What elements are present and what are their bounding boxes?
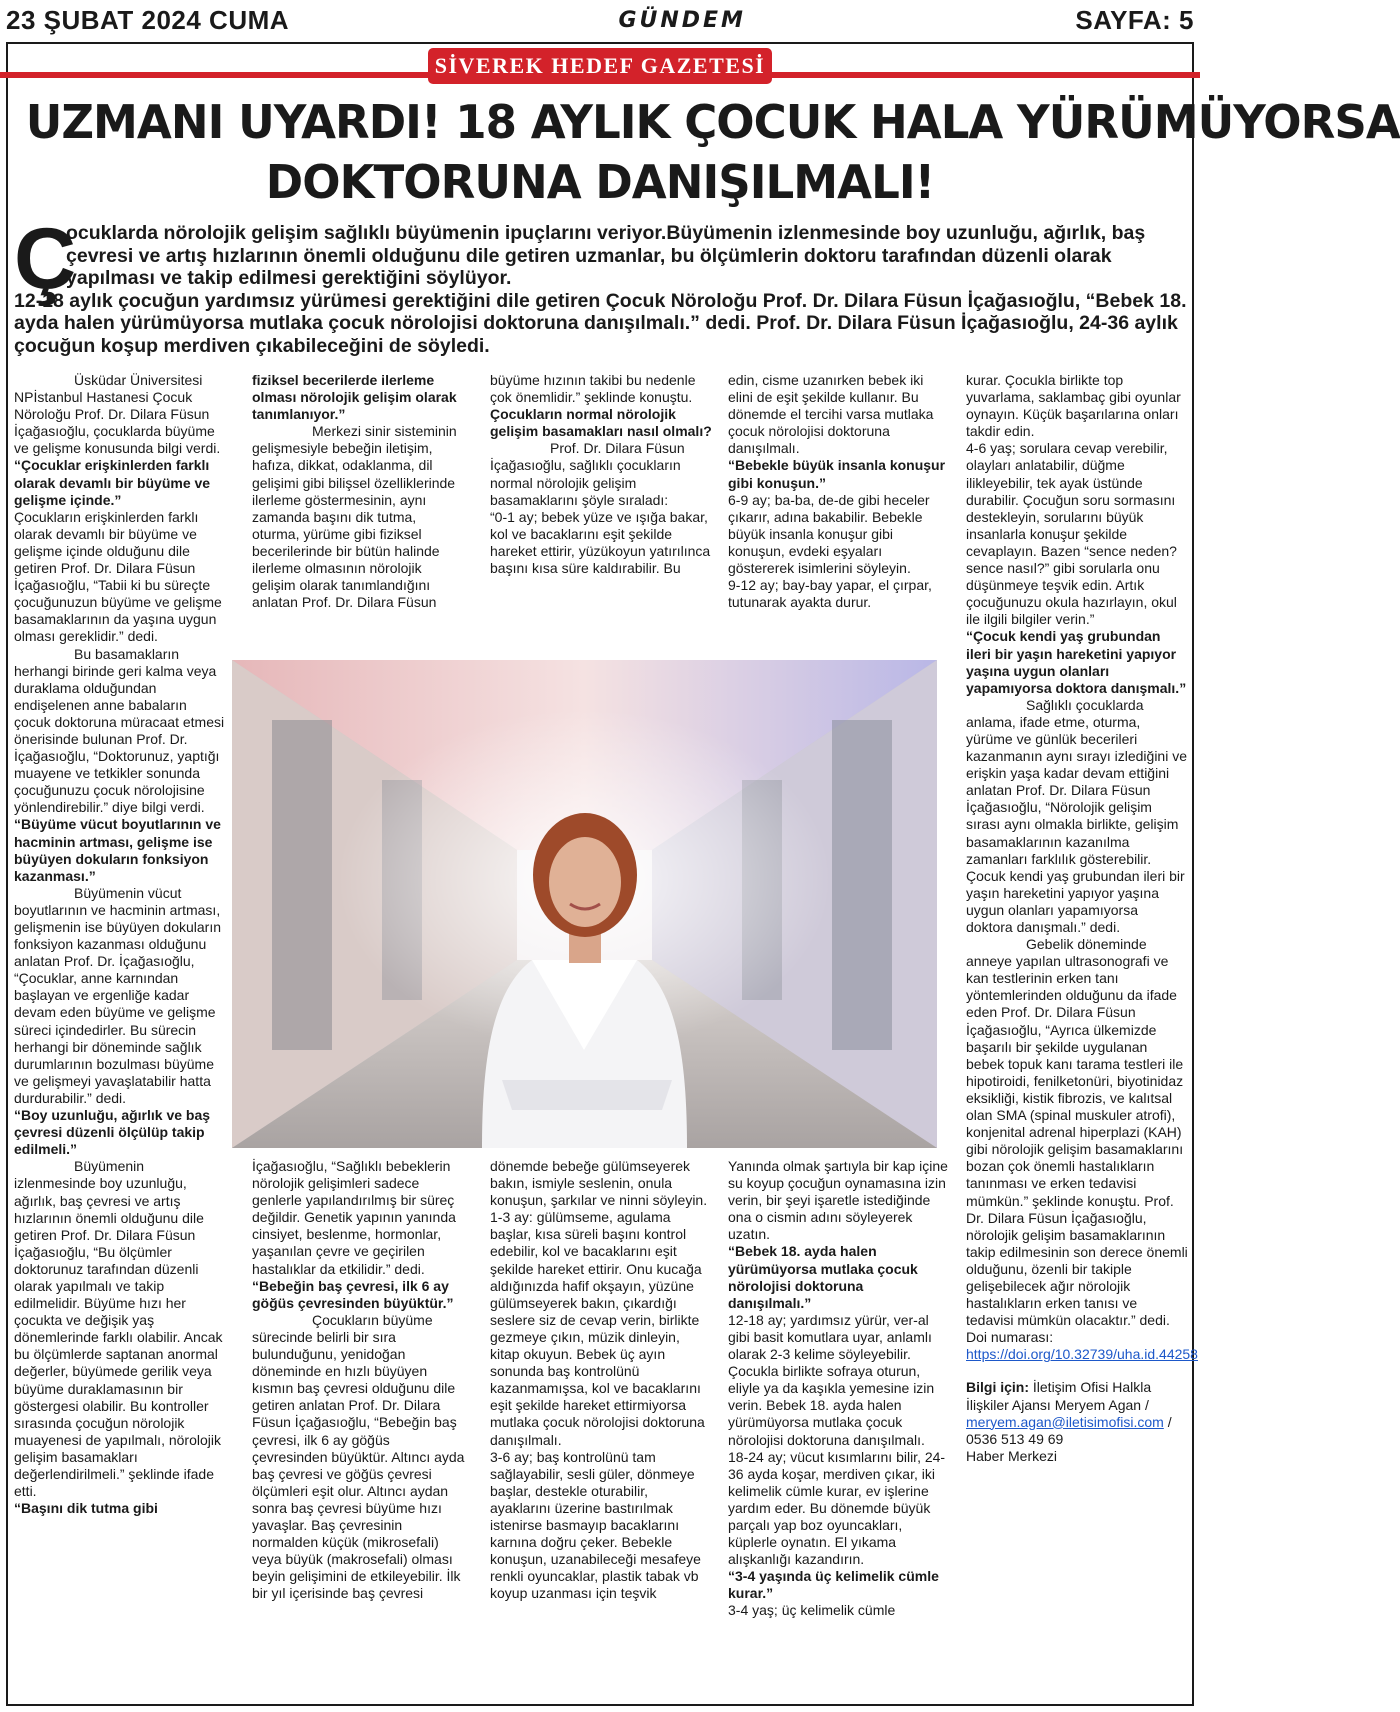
column-3-bottom — [490, 1158, 712, 1602]
paragraph: Çocukların erişkinlerden farklı olarak devamlı bir büyüme ve gelişme içinde olduğunu dile getiren Prof. Dr. Dilara Füsun İçağasıoğlu, “Tabii ki bu süreçte çocuğunuzun büyüme ve gelişme basamaklarının da yaşına uygun olması gereklidir.” dedi. — [14, 508, 222, 645]
paragraph: 3-6 ay; baş kontrolünü tam sağlayabilir, sesli güler, dönmeye başlar, destekle oturabilir, ayaklarını üzerine bastırılmak istenirse basmayıp bacaklarını karnına doğru çeker. Bebekle konuşun, uzanabileceği mesafeye renkli oyuncaklar, plastik tabak vb koyup uzanması için teşvik — [490, 1448, 701, 1602]
paragraph: Bu basamakların herhangi birinde geri kalma veya duraklama olduğundan endişelenen anne babaların çocuk doktoruna müracaat etmesi önerisinde bulunan Prof. Dr. İçağasıoğlu, “Doktorunuz, yaptığı muayene ve tetkikler sonunda çocuğunuzu çocuk nörolojisine yönlendirebilir.” diye bilgi verdi. — [14, 645, 225, 816]
drop-cap: Ç — [14, 211, 77, 307]
paragraph: 6-9 ay; ba-ba, de-de gibi heceler çıkarır, adına bakabilir. Bebekle büyük insanla konuşur gibi konuşun, evdeki eşyaları göstererek isimlerini söyleyin. — [728, 491, 930, 577]
paragraph: Sağlıklı çocuklarda anlama, ifade etme, oturma, yürüme ve günlük becerileri kazanmanın aynı sırayı izlediğini ve erişkin yaşa kadar devam ettiğini anlatan Prof. Dr. Dilara Füsun İçağasıoğlu, “Nörolojik gelişim sırası aynı olmakla birlikte, gelişim basamaklarının kazanılma zamanları farklılık gösterebilir. Çocuk kendi yaş grubundan ileri bir yaşın hareketini yapıyor yaşına uygun olanları yapamıyorsa doktora danışmalı.” dedi. — [966, 696, 1187, 935]
hospital-corridor-illustration — [232, 660, 937, 1148]
headline-line-2: DOKTORUNA DANIŞILMALI! — [265, 155, 935, 209]
paragraph: “0-1 ay; bebek yüze ve ışığa bakar, kol ve bacaklarını eşit şekilde hareket ettirir, yüzükoyun yatırılınca başını kısa süre kaldırabilir. Bu — [490, 508, 711, 577]
lead-paragraph-1 — [14, 211, 1190, 307]
paragraph: 18-24 ay; vücut kısımlarını bilir, 24-36 ayda koşar, merdiven çıkar, iki kelimelik cümle kurar, ev işlerine yardım eder. Bu dönemde büyük parçalı yap boz oyuncakları, küplerle oynatın. El yıkama alışkanlığı kazandırın. — [728, 1448, 946, 1568]
column-2-bottom — [252, 1158, 467, 1602]
paragraph: Yanında olmak şartıyla bir kap içine su koyup çocuğun oynamasına izin verin, bir şeyi işaretle istediğinde onа o cismin adını söyleyerek uzatın. — [728, 1158, 948, 1243]
paragraph: Çocukların normal nörolojik gelişim basamakları nasıl olmalı? — [490, 406, 712, 440]
doctor-photo — [232, 660, 937, 1148]
paragraph: Gebelik döneminde anneye yapılan ultrasonografi ve kan testlerinin erken tanı yöntemlerinden olduğunu da ifade eden Prof. Dr. Dilara Füsun İçağasıoğlu, “Ayrıca ülkemizde başarılı bir şekilde uygulanan bebek topuk kanı tarama testleri ile hipotiroidi, fenilketonüri, biyotinidaz eksikliği, kistik fibrozis, ve kalıtsal olan SMA (spinal muskuler atrofi), konjenital adrenal hiperplazi (KAH) gibi nörolojik gelişim basamaklarını bozan çok önemli hastalıkların tanınması ve erken tedavisi mümkün.” şeklinde konuştu. Prof. Dr. Dilara Füsun İçağasıoğlu, nörolojik gelişim basamaklarının takip edilmesinin son derece önemli olduğunu, özenli bir takiple gelişebilecek ağır nörolojik hastalıkların erken tanısı ve tedavisi mümkün olacaktır.” dedi. Doi numarası: — [966, 936, 1188, 1346]
paragraph: 12-18 ay; yardımsız yürür, ver-al gibi basit komutlara uyar, anlamlı olarak 2-3 kelime söyleyebilir. Çocukla birlikte sofraya oturun, eliyle ya da kaşıkla yemesine izin verin. Bebek 18. ayda halen yürümüyorsa mutlaka çocuk nörolojisi doktoruna danışılmalı. — [728, 1311, 935, 1448]
paragraph: büyüme hızının takibi bu nedenle çok önemlidir.” şeklinde konuştu. — [490, 372, 696, 406]
newspaper-name: SİVEREK HEDEF GAZETESİ — [428, 48, 772, 84]
paragraph: 1-3 ay: gülümseme, agulama başlar, kısa süreli başını kontrol edebilir, kol ve bacaklarını eşit şekilde hareket ettirir. Onu kucağa aldığınızda hafif okşayın, yüzüne gülümseyerek bakın, çıkardığı seslere siz de cevap verin, birlikte gezmeye çıkın, müzik dinleyin, kitap okuyun. Bebek üç ayın sonunda baş kontrolünü kazanmamışsa, kol ve bacaklarını eşit şekilde hareket ettirmiyorsa mutlaka çocuk nörolojisi doktoruna danışılmalı. — [490, 1209, 705, 1448]
contact-block — [966, 1379, 1188, 1464]
paragraph: “Bebek 18. ayda halen yürümüyorsa mutlaka çocuk nörolojisi doktoruna danışılmalı.” — [728, 1243, 918, 1311]
contact-agency: İletişim Ofisi Halkla İlişkiler Ajansı — [966, 1379, 1152, 1413]
lead-text-1: ocuklarda nörolojik gelişim sağlıklı büyümenin ipuçlarını veriyor.Büyümenin izlenmesinde boy uzunluğu, ağırlık, baş çevresi ve artış hızlarının önemli olduğunu dile getiren uzmanlar, bu ölçümlerin doktoru tarafından düzenli olarak yapılması ve takip edilmesi gerektiğini söylüyor. — [66, 222, 1146, 289]
paragraph: 3-4 yaş; üç kelimelik cümle — [728, 1602, 896, 1619]
column-4-top — [728, 372, 950, 611]
paragraph: “Çocuklar erişkinlerden farklı olarak devamlı bir büyüme ve gelişme içinde.” — [14, 457, 211, 508]
contact-person: Meryem Agan / — [1054, 1396, 1149, 1413]
paragraph: dönemde bebeğe gülümseyerek bakın, ismiyle seslenin, onula konuşun, şarkılar ve ninni söyleyin. — [490, 1158, 708, 1209]
section-title: GÜNDEM — [618, 7, 746, 33]
paragraph: “Çocuk kendi yaş grubundan ileri bir yaşın hareketini yapıyor yaşına uygun olanları yapamıyorsa doktora danışmalı.” — [966, 628, 1187, 696]
column-2-top — [252, 372, 467, 611]
contact-phone: / 0536 513 49 69 — [966, 1413, 1172, 1447]
doi-link[interactable]: https://doi.org/10.32739/uha.id.44258 — [966, 1346, 1198, 1363]
paragraph: “Büyüme vücut boyutlarının ve hacminin artması, gelişme ise büyüyen dokuların fonksiyon kazanması.” — [14, 816, 221, 884]
paragraph: Büyümenin izlenmesinde boy uzunluğu, ağırlık, baş çevresi ve artış hızlarının önemli olduğunu dile getiren Prof. Dr. Dilara Füsun İçağasıoğlu, “Bu ölçümler doktorunuz tarafından düzenli olarak yapılmalı ve takip edilmelidir. Büyüme hızı her çocukta ve değişik yaş dönemlerinde farklı olabilir. Ancak bu ölçümlerde saptanan anormal değerler, büyümede gerilik veya büyüme duraklamasının bir göstergesi olabilir. Bu kontroller sırasında çocuğun nörolojik muayenesi de yapılmalı, nörolojik gelişim basamakları değerlendirilmeli.” şeklinde ifade etti. — [14, 1158, 223, 1500]
contact-email-link[interactable]: meryem.agan@iletisimofisi.com — [966, 1413, 1164, 1430]
paragraph: “Başını dik tutma gibi — [14, 1500, 158, 1517]
paragraph: Çocukların büyüme sürecinde belirli bir sıra bulunduğunu, yenidoğan döneminde en hızlı büyüyen kısmın baş çevresi olduğunu dile getiren anlatan Prof. Dr. Dilara Füsun İçağasıoğlu, “Bebeğin baş çevresi, ilk 6 ay göğüs çevresinden büyüktür. Altıncı ayda baş çevresi ve göğüs çevresi ölçümleri eşit olur. Altıncı aydan sonra baş çevresi büyüme hızı yavaşlar. Baş çevresinin normalden küçük (mikrosefali) veya büyük (makrosefali) olması beyin gelişimini de etkileyebilir. İlk bir yıl içerisinde baş çevresi — [252, 1311, 465, 1602]
paragraph: Prof. Dr. Dilara Füsun İçağasıoğlu, sağlıklı çocukların normal nörolojik gelişim basamaklarını şöyle sıraladı: — [490, 440, 685, 508]
paragraph: İçağasıoğlu, “Sağlıklı bebeklerin nörolojik gelişimleri sadece genlerle yapılandırılmış bir süreç değildir. Genetik yapının yanında cinsiyet, beslenme, hormonlar, yaşanılan çevre ve geçirilen hastalıklar da etkilidir.” dedi. — [252, 1158, 456, 1277]
paragraph: fiziksel becerilerde ilerleme olması nörolojik gelişim olarak tanımlanıyor.” — [252, 372, 457, 423]
paragraph: 9-12 ay; bay-bay yapar, el çırpar, tutunarak ayakta durur. — [728, 577, 932, 611]
column-5 — [966, 372, 1198, 1465]
paragraph: 4-6 yaş; sorulara cevap verebilir, olayları anlatabilir, düğme ilikleyebilir, tek ayak üstünde durabilir. Çocuğun soru sormasını destekleyin, sorularını büyük insanlarla konuşur şekilde cevaplayın. Bazen “sence neden? sence nasıl?” gibi sorularla onu düşünmeye teşvik edin. Artık çocuğunuzu okula hazırlayın, okul ile ilgili bilgiler verin.” — [966, 440, 1177, 628]
page-header — [0, 0, 1200, 40]
contact-office: Haber Merkezi — [966, 1447, 1058, 1464]
paragraph: “Bebeğin baş çevresi, ilk 6 ay göğüs çevresinden büyüktür.” — [252, 1277, 454, 1311]
contact-label: Bilgi için: — [966, 1379, 1029, 1396]
column-1 — [14, 372, 226, 1517]
paragraph: “Boy uzunluğu, ağırlık ve baş çevresi düzenli ölçülüp takip edilmeli.” — [14, 1107, 211, 1158]
lead-paragraph — [14, 211, 1190, 357]
page-number: SAYFA: 5 — [1075, 4, 1194, 35]
newspaper-banner — [0, 44, 1200, 90]
paragraph: edin, cisme uzanırken bebek iki elini de eşit şekilde kullanır. Bu dönemde el tercihi varsa mutlaka çocuk nörolojisi doktoruna danışılmalı. — [728, 372, 934, 457]
headline — [25, 92, 1400, 220]
issue-date: 23 ŞUBAT 2024 CUMA — [6, 4, 290, 35]
column-4-bottom — [728, 1158, 950, 1620]
paragraph: “Bebekle büyük insanla konuşur gibi konuşun.” — [728, 457, 946, 491]
paragraph: kurar. Çocukla birlikte top yuvarlama, saklambaç gibi oyunlar oynayın. Küçük başarılarına onları takdir edin. — [966, 372, 1181, 440]
headline-line-1: UZMANI UYARDI! 18 AYLIK ÇOCUK HALA YÜRÜMÜYORSA — [25, 95, 1400, 149]
column-5-body — [966, 372, 1188, 1346]
lead-paragraph-2: 12-18 aylık çocuğun yardımsız yürümesi gerektiğini dile getiren Çocuk Nöroloğu Prof. Dr. Dilara Füsun İçağasıoğlu, “Bebek 18. ayda halen yürümüyorsa mutlaka çocuk nörolojisi doktoruna danışılmalı.” dedi. Prof. Dr. Dilara Füsun İçağasıoğlu, 24-36 aylık çocuğun koşup merdiven çıkabileceğini de söyledi. — [14, 289, 1187, 357]
column-3-top — [490, 372, 712, 577]
paragraph: “3-4 yaşında üç kelimelik cümle kurar.” — [728, 1568, 939, 1602]
paragraph: Büyümenin vücut boyutlarının ve hacminin artması, gelişmenin ise büyüyen dokuların fonksiyon kazanması olduğunu anlatan Prof. Dr. İçağasıoğlu, “Çocuklar, anne karnından başlayan ve ergenliğe kadar devam eden büyüme ve gelişme süreci içindedirler. Bu sürecin herhangi bir döneminde sağlık durumlarının bozulması büyüme ve gelişmeyi yavaşlatabilir hatta durdurabilir.” dedi. — [14, 884, 222, 1106]
paragraph: Merkezi sinir sisteminin gelişmesiyle bebeğin iletişim, hafıza, dikkat, odaklanma, dil gelişimi gibi bilişsel özelliklerinde ilerleme göstermesinin, aynı zamanda başını dik tutma, oturma, yürüme gibi fiziksel becerilerinde bir bütün halinde ilerleme olmasının nörolojik gelişim olarak tanımlandığını anlatan Prof. Dr. Dilara Füsun — [252, 423, 457, 611]
paragraph: Üsküdar Üniversitesi NPİstanbul Hastanesi Çocuk Nöroloğu Prof. Dr. Dilara Füsun İçağasıoğlu, çocuklarda büyüme ve gelişme konusunda bilgi verdi. — [14, 372, 221, 457]
